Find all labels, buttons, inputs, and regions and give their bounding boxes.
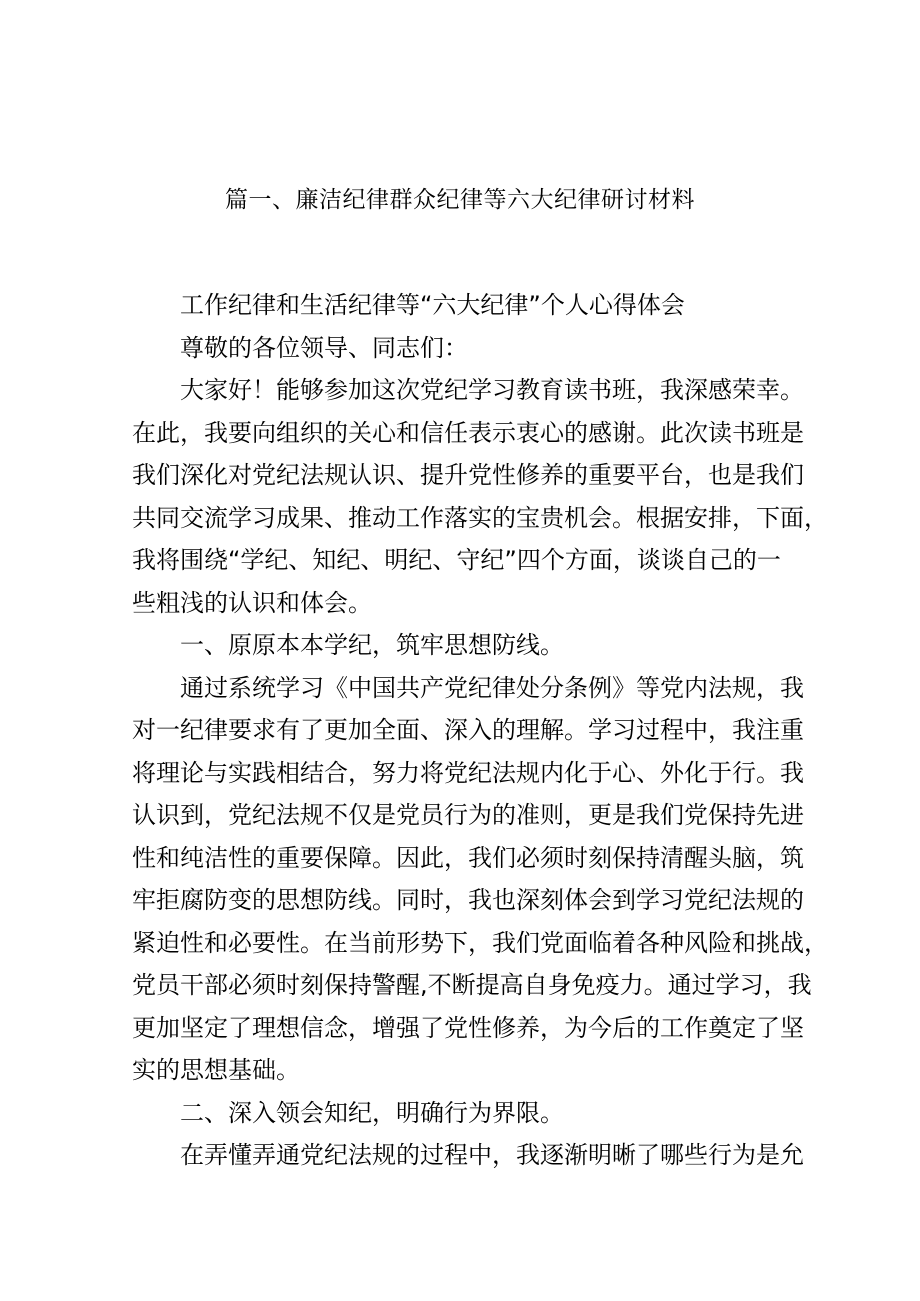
text-line: 将理论与实践相结合，努力将党纪法规内化于心、外化于行。我 [132,758,804,787]
text-line: 二、深入领会知纪，明确行为界限。 [180,1098,564,1127]
document-title: 篇一、廉洁纪律群众纪律等六大纪律研讨材料 [225,187,695,213]
text-line: 些粗浅的认识和体会。 [132,588,372,617]
text-line: 一、原原本本学纪，筑牢思想防线。 [180,631,564,659]
text-line: 对一纪律要求有了更加全面、深入的理解。学习过程中，我注重 [132,716,804,744]
text-line: 我们深化对党纪法规认识、提升党性修养的重要平台，也是我们 [132,461,804,489]
text-line: 党员干部必须时刻保持警醒,不断提高自身免疫力。通过学习，我 [132,971,812,999]
text-line: 认识到，党纪法规不仅是党员行为的准则，更是我们党保持先进 [132,801,804,829]
text-line: 尊敬的各位领导、同志们： [180,333,468,362]
section-heading-2 [132,1092,792,1135]
text-line: 工作纪律和生活纪律等“六大纪律”个人心得体会 [180,291,685,319]
text-line: 在此，我要向组织的关心和信任表示衷心的感谢。此次读书班是 [132,418,804,447]
section-paragraph-1 [132,667,828,1092]
text-line: 共同交流学习成果、推动工作落实的宝贵机会。根据安排，下面， [132,503,828,532]
text-line: 在弄懂弄通党纪法规的过程中，我逐渐明晰了哪些行为是允 [180,1141,804,1169]
section-paragraph-2 [132,1134,804,1177]
text-line: 通过系统学习《中国共产党纪律处分条例》等党内法规，我 [180,673,804,702]
text-line: 性和纯洁性的重要保障。因此，我们必须时刻保持清醒头脑，筑 [132,843,804,872]
intro-paragraph [132,369,828,624]
text-line: 实的思想基础。 [132,1056,300,1084]
document-subtitle [132,284,792,327]
text-line: 我将围绕“学纪、知纪、明纪、守纪”四个方面，谈谈自己的一 [132,546,781,574]
salutation [132,327,792,370]
section-heading-1 [132,624,792,667]
document-body [132,284,828,1177]
text-line: 紧迫性和必要性。在当前形势下，我们党面临着各种风险和挑战， [132,928,828,957]
text-line: 大家好！能够参加这次党纪学习教育读书班，我深感荣幸。 [180,376,804,404]
text-line: 更加坚定了理想信念，增强了党性修养，为今后的工作奠定了坚 [132,1013,804,1042]
text-line: 牢拒腐防变的思想防线。同时，我也深刻体会到学习党纪法规的 [132,886,804,914]
